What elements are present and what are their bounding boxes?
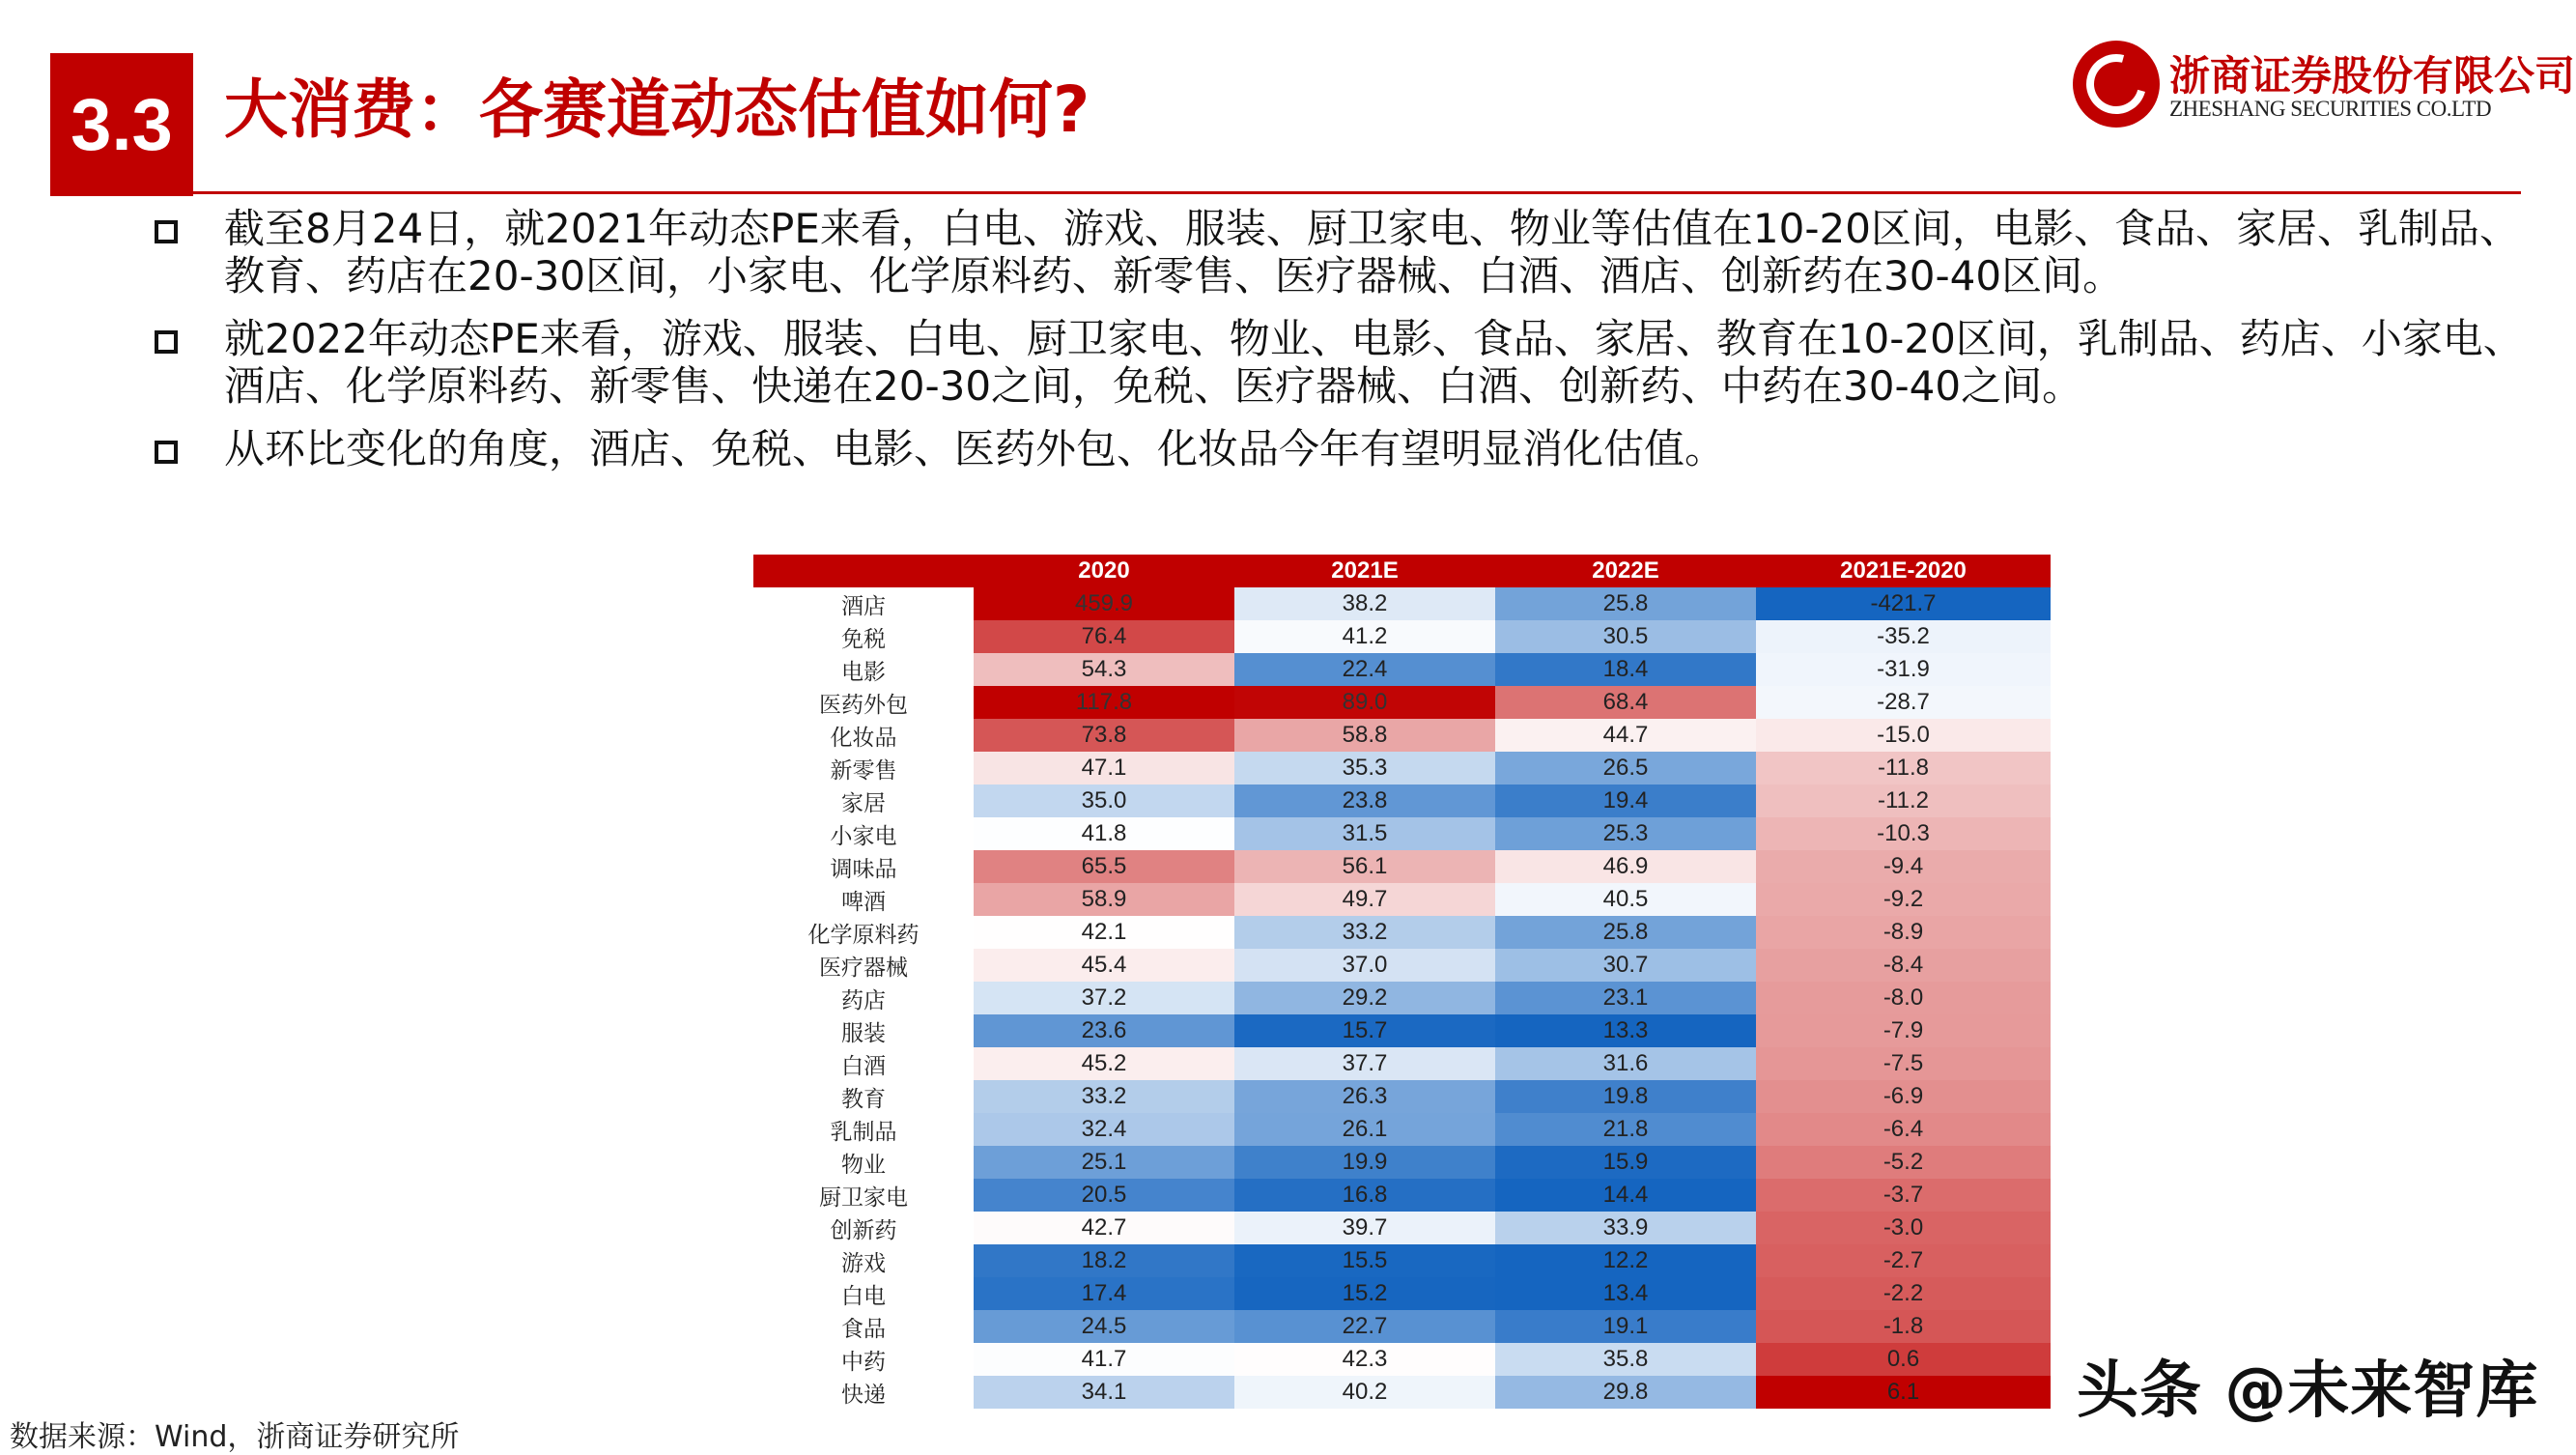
page-title: 大消费：各赛道动态估值如何? <box>224 72 1090 147</box>
pe-cell: 47.1 <box>974 752 1234 785</box>
pe-cell: 117.8 <box>974 686 1234 719</box>
header-cell <box>753 555 974 587</box>
pe-cell: 41.7 <box>974 1343 1234 1376</box>
section-badge <box>50 53 193 196</box>
pe-cell: 13.3 <box>1495 1014 1756 1047</box>
pe-cell: 45.2 <box>974 1047 1234 1080</box>
pe-cell: 16.8 <box>1234 1179 1495 1212</box>
table-row <box>753 916 2051 949</box>
row-label: 调味品 <box>830 856 897 882</box>
table-row <box>753 1047 2051 1080</box>
pe-cell: 22.7 <box>1234 1310 1495 1343</box>
pe-cell: 39.7 <box>1234 1212 1495 1244</box>
pe-cell: 25.8 <box>1495 916 1756 949</box>
pe-cell: 23.8 <box>1234 785 1495 817</box>
table-row <box>753 719 2051 752</box>
pe-cell: 19.8 <box>1495 1080 1756 1113</box>
pe-cell: 41.8 <box>974 817 1234 850</box>
table-row <box>753 817 2051 850</box>
valuation-heatmap-table <box>753 555 2051 1409</box>
pe-cell: 33.2 <box>1234 916 1495 949</box>
pe-cell: 459.9 <box>974 587 1234 620</box>
table-row <box>753 1212 2051 1244</box>
diff-cell: -8.4 <box>1756 949 2051 982</box>
row-label: 免税 <box>841 626 886 652</box>
row-label: 食品 <box>841 1316 886 1342</box>
pe-cell: 26.5 <box>1495 752 1756 785</box>
diff-cell: -8.0 <box>1756 982 2051 1014</box>
table-row <box>753 1244 2051 1277</box>
table-body <box>753 587 2051 1409</box>
table-row <box>753 1113 2051 1146</box>
pe-cell: 15.9 <box>1495 1146 1756 1179</box>
row-label: 化学原料药 <box>807 922 920 948</box>
diff-cell: -35.2 <box>1756 620 2051 653</box>
pe-cell: 22.4 <box>1234 653 1495 686</box>
diff-cell: -3.0 <box>1756 1212 2051 1244</box>
pe-cell: 23.6 <box>974 1014 1234 1047</box>
diff-cell: -31.9 <box>1756 653 2051 686</box>
pe-cell: 12.2 <box>1495 1244 1756 1277</box>
diff-cell: -7.9 <box>1756 1014 2051 1047</box>
company-logo <box>2073 41 2576 128</box>
diff-cell: -2.7 <box>1756 1244 2051 1277</box>
row-label: 白电 <box>841 1283 886 1309</box>
bullet-item <box>155 425 2531 472</box>
row-label: 电影 <box>841 659 886 685</box>
row-label: 酒店 <box>841 593 886 619</box>
header-cell: 2021E-2020 <box>1756 555 2051 587</box>
pe-cell: 35.8 <box>1495 1343 1756 1376</box>
pe-cell: 31.5 <box>1234 817 1495 850</box>
pe-cell: 26.3 <box>1234 1080 1495 1113</box>
row-label: 新零售 <box>830 757 897 784</box>
pe-cell: 25.1 <box>974 1146 1234 1179</box>
diff-cell: -10.3 <box>1756 817 2051 850</box>
table-row <box>753 1376 2051 1409</box>
logo-company-en: ZHESHANG SECURITIES CO.LTD <box>2169 97 2492 121</box>
row-label: 医药外包 <box>819 692 908 718</box>
pe-cell: 44.7 <box>1495 719 1756 752</box>
pe-cell: 15.2 <box>1234 1277 1495 1310</box>
row-label: 化妆品 <box>830 725 897 751</box>
table-row <box>753 686 2051 719</box>
pe-cell: 42.7 <box>974 1212 1234 1244</box>
pe-cell: 56.1 <box>1234 850 1495 883</box>
diff-cell: -2.2 <box>1756 1277 2051 1310</box>
diff-cell: 6.1 <box>1756 1376 2051 1409</box>
checkbox-bullet-icon <box>155 330 178 354</box>
pe-cell: 76.4 <box>974 620 1234 653</box>
diff-cell: -1.8 <box>1756 1310 2051 1343</box>
table-row <box>753 1343 2051 1376</box>
table-row <box>753 850 2051 883</box>
pe-cell: 34.1 <box>974 1376 1234 1409</box>
section-number: 3.3 <box>71 83 173 166</box>
row-label: 家居 <box>841 790 886 816</box>
pe-cell: 25.8 <box>1495 587 1756 620</box>
table-row <box>753 653 2051 686</box>
pe-cell: 38.2 <box>1234 587 1495 620</box>
table-row <box>753 1146 2051 1179</box>
pe-cell: 19.1 <box>1495 1310 1756 1343</box>
diff-cell: 0.6 <box>1756 1343 2051 1376</box>
pe-cell: 42.1 <box>974 916 1234 949</box>
pe-cell: 35.3 <box>1234 752 1495 785</box>
diff-cell: -3.7 <box>1756 1179 2051 1212</box>
pe-cell: 29.8 <box>1495 1376 1756 1409</box>
pe-cell: 18.4 <box>1495 653 1756 686</box>
row-label: 物业 <box>841 1152 886 1178</box>
bullet-text: 从环比变化的角度，酒店、免税、电影、医药外包、化妆品今年有望明显消化估值。 <box>224 425 1726 472</box>
pe-cell: 58.9 <box>974 883 1234 916</box>
checkbox-bullet-icon <box>155 441 178 464</box>
table-row <box>753 785 2051 817</box>
pe-cell: 49.7 <box>1234 883 1495 916</box>
pe-cell: 33.2 <box>974 1080 1234 1113</box>
pe-cell: 40.5 <box>1495 883 1756 916</box>
pe-cell: 40.2 <box>1234 1376 1495 1409</box>
bullet-text: 截至8月24日，就2021年动态PE来看，白电、游戏、服装、厨卫家电、物业等估值在10-20区间，电影、食品、家居、乳制品、教育、药店在20-30区间，小家电、化学原料药、新零售、医疗器械、白酒、酒店、创新药在30-40区间。 <box>224 205 2520 300</box>
table-row <box>753 982 2051 1014</box>
bullet-item <box>155 205 2531 300</box>
diff-cell: -11.2 <box>1756 785 2051 817</box>
row-label: 游戏 <box>841 1250 886 1276</box>
table-header-row <box>753 555 2051 587</box>
logo-company-cn: 浙商证券股份有限公司 <box>2169 52 2576 100</box>
row-label: 药店 <box>841 987 886 1013</box>
logo-icon <box>2073 41 2160 128</box>
diff-cell: -28.7 <box>1756 686 2051 719</box>
pe-cell: 89.0 <box>1234 686 1495 719</box>
pe-cell: 46.9 <box>1495 850 1756 883</box>
header-cell: 2021E <box>1234 555 1495 587</box>
pe-cell: 65.5 <box>974 850 1234 883</box>
title-divider <box>193 191 2521 194</box>
pe-cell: 37.0 <box>1234 949 1495 982</box>
diff-cell: -5.2 <box>1756 1146 2051 1179</box>
pe-cell: 19.4 <box>1495 785 1756 817</box>
pe-cell: 54.3 <box>974 653 1234 686</box>
pe-cell: 58.8 <box>1234 719 1495 752</box>
pe-cell: 19.9 <box>1234 1146 1495 1179</box>
row-label: 医疗器械 <box>819 955 908 981</box>
header-cell: 2022E <box>1495 555 1756 587</box>
pe-cell: 15.5 <box>1234 1244 1495 1277</box>
diff-cell: -9.2 <box>1756 883 2051 916</box>
row-label: 小家电 <box>830 823 897 849</box>
pe-cell: 68.4 <box>1495 686 1756 719</box>
table-row <box>753 1310 2051 1343</box>
pe-cell: 23.1 <box>1495 982 1756 1014</box>
table-row <box>753 1080 2051 1113</box>
pe-cell: 42.3 <box>1234 1343 1495 1376</box>
pe-cell: 32.4 <box>974 1113 1234 1146</box>
row-label: 服装 <box>841 1020 886 1046</box>
pe-cell: 45.4 <box>974 949 1234 982</box>
pe-cell: 14.4 <box>1495 1179 1756 1212</box>
diff-cell: -11.8 <box>1756 752 2051 785</box>
table-row <box>753 1179 2051 1212</box>
pe-cell: 21.8 <box>1495 1113 1756 1146</box>
pe-cell: 31.6 <box>1495 1047 1756 1080</box>
diff-cell: -8.9 <box>1756 916 2051 949</box>
pe-cell: 20.5 <box>974 1179 1234 1212</box>
pe-cell: 30.7 <box>1495 949 1756 982</box>
diff-cell: -7.5 <box>1756 1047 2051 1080</box>
diff-cell: -6.9 <box>1756 1080 2051 1113</box>
pe-cell: 73.8 <box>974 719 1234 752</box>
row-label: 快递 <box>841 1382 886 1408</box>
table-row <box>753 587 2051 620</box>
bullet-list <box>155 205 2531 488</box>
table-row <box>753 1277 2051 1310</box>
pe-cell: 18.2 <box>974 1244 1234 1277</box>
row-label: 教育 <box>841 1086 886 1112</box>
row-label: 创新药 <box>830 1217 897 1243</box>
table-row <box>753 949 2051 982</box>
pe-cell: 26.1 <box>1234 1113 1495 1146</box>
row-label: 中药 <box>841 1349 886 1375</box>
pe-cell: 29.2 <box>1234 982 1495 1014</box>
watermark: 头条 @未来智库 <box>2077 1355 2539 1427</box>
pe-cell: 41.2 <box>1234 620 1495 653</box>
pe-cell: 15.7 <box>1234 1014 1495 1047</box>
data-source: 数据来源：Wind，浙商证券研究所 <box>10 1420 460 1454</box>
diff-cell: -9.4 <box>1756 850 2051 883</box>
pe-cell: 35.0 <box>974 785 1234 817</box>
pe-cell: 17.4 <box>974 1277 1234 1310</box>
diff-cell: -15.0 <box>1756 719 2051 752</box>
checkbox-bullet-icon <box>155 220 178 243</box>
bullet-text: 就2022年动态PE来看，游戏、服装、白电、厨卫家电、物业、电影、食品、家居、教育在10-20区间，乳制品、药店、小家电、酒店、化学原料药、新零售、快递在20-30之间，免税、医疗器械、白酒、创新药、中药在30-40之间。 <box>224 315 2524 410</box>
pe-cell: 37.2 <box>974 982 1234 1014</box>
table-row <box>753 883 2051 916</box>
row-label: 白酒 <box>841 1053 886 1079</box>
pe-cell: 37.7 <box>1234 1047 1495 1080</box>
pe-cell: 24.5 <box>974 1310 1234 1343</box>
row-label: 乳制品 <box>830 1119 897 1145</box>
table-row <box>753 1014 2051 1047</box>
row-label: 啤酒 <box>841 889 886 915</box>
pe-cell: 30.5 <box>1495 620 1756 653</box>
diff-cell: -421.7 <box>1756 587 2051 620</box>
bullet-item <box>155 315 2531 410</box>
table-row <box>753 752 2051 785</box>
pe-cell: 25.3 <box>1495 817 1756 850</box>
diff-cell: -6.4 <box>1756 1113 2051 1146</box>
pe-cell: 33.9 <box>1495 1212 1756 1244</box>
row-label: 厨卫家电 <box>819 1184 908 1211</box>
table-row <box>753 620 2051 653</box>
header-cell: 2020 <box>974 555 1234 587</box>
pe-cell: 13.4 <box>1495 1277 1756 1310</box>
